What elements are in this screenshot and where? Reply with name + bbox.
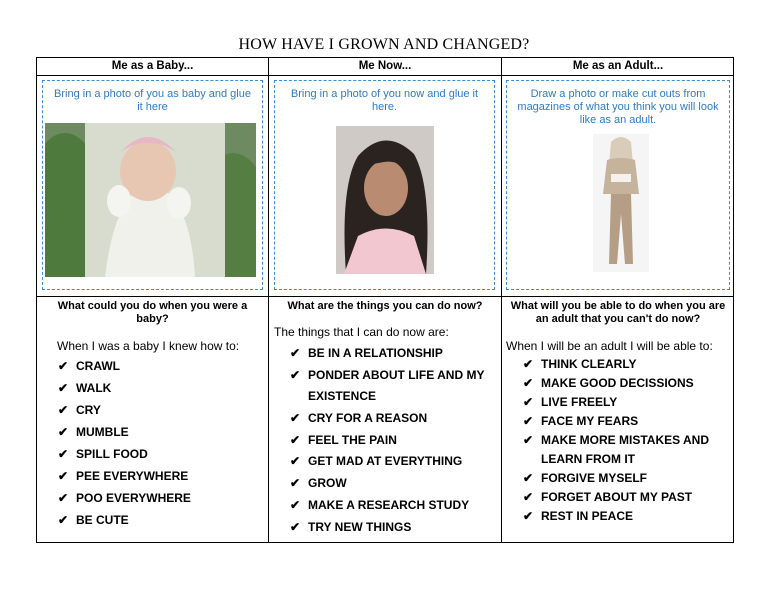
- list-item-text: MUMBLE: [76, 425, 129, 439]
- intro-adult: When I will be an adult I will be able to:: [506, 339, 713, 353]
- checkmark-icon: ✔: [523, 357, 534, 371]
- column-divider: [268, 58, 269, 542]
- list-item-text: CRY FOR A REASON: [308, 411, 428, 426]
- checkmark-icon: ✔: [290, 367, 301, 382]
- list-item-text: MAKE A RESEARCH STUDY: [308, 497, 470, 512]
- checkmark-icon: ✔: [290, 519, 301, 534]
- list-item-text: FORGET ABOUT MY PAST: [541, 490, 693, 504]
- list-item-text: GET MAD AT EVERYTHING: [308, 454, 463, 469]
- checkmark-icon: ✔: [58, 469, 69, 483]
- list-item-text: EXISTENCE: [308, 389, 377, 404]
- question-baby: What could you do when you were a baby?: [57, 300, 248, 325]
- list-item-text: FEEL THE PAIN: [308, 432, 397, 447]
- checkmark-icon: ✔: [523, 395, 534, 409]
- list-item-text: CRAWL: [76, 359, 120, 373]
- column-divider: [501, 58, 502, 542]
- header-baby: Me as a Baby...: [111, 60, 194, 72]
- checkmark-icon: ✔: [523, 471, 534, 485]
- section-divider: [37, 296, 733, 297]
- adult-photo: [593, 134, 649, 272]
- list-item-text: SPILL FOOD: [76, 447, 148, 461]
- page-title: HOW HAVE I GROWN AND CHANGED?: [238, 36, 530, 53]
- photo-box-baby: [42, 80, 263, 290]
- list-item-text: REST IN PEACE: [541, 509, 634, 523]
- checkmark-icon: ✔: [523, 490, 534, 504]
- photo-box-now: [274, 80, 495, 290]
- list-item-text: FORGIVE MYSELF: [541, 471, 648, 485]
- growth-table: [36, 57, 734, 543]
- checkmark-icon: ✔: [290, 346, 301, 360]
- checkmark-icon: ✔: [523, 509, 534, 523]
- instruction-adult: Draw a photo or make cut outs from magazines of what you think you will look like as an adult.: [517, 88, 719, 126]
- checkmark-icon: ✔: [290, 476, 301, 491]
- checkmark-icon: ✔: [290, 411, 301, 426]
- checkmark-icon: ✔: [58, 447, 69, 461]
- checkmark-icon: ✔: [58, 403, 69, 417]
- question-adult: What will you be able to do when you are an adult that you can't do now?: [510, 300, 726, 325]
- intro-baby: When I was a baby I knew how to:: [57, 339, 240, 353]
- list-item-text: GROW: [308, 476, 347, 491]
- list-item-text: BE IN A RELATIONSHIP: [308, 346, 443, 360]
- checkmark-icon: ✔: [523, 414, 534, 428]
- checkmark-icon: ✔: [290, 432, 301, 447]
- header-now: Me Now...: [358, 60, 412, 72]
- list-item-text: POO EVERYWHERE: [76, 491, 191, 505]
- intro-now: The things that I can do now are:: [274, 325, 449, 339]
- list-item-text: WALK: [76, 381, 112, 395]
- checkmark-icon: ✔: [290, 454, 301, 469]
- checkmark-icon: ✔: [523, 433, 534, 447]
- checkmark-icon: ✔: [58, 359, 69, 373]
- list-item-text: FACE MY FEARS: [541, 414, 639, 428]
- list-item-text: TRY NEW THINGS: [308, 519, 412, 534]
- checkmark-icon: ✔: [58, 381, 69, 395]
- list-item-text: LEARN FROM IT: [541, 452, 635, 466]
- instruction-now: Bring in a photo of you now and glue it here.: [290, 88, 479, 113]
- list-item-text: PEE EVERYWHERE: [76, 469, 189, 483]
- list-item-text: MAKE MORE MISTAKES AND: [541, 433, 709, 447]
- list-item-text: BE CUTE: [76, 513, 129, 527]
- checkmark-icon: ✔: [290, 497, 301, 512]
- list-item-text: PONDER ABOUT LIFE AND MY: [308, 367, 485, 382]
- photo-box-adult: [506, 80, 730, 290]
- list-item-text: MAKE GOOD DECISSIONS: [541, 376, 694, 390]
- current-photo: [336, 126, 434, 274]
- header-adult: Me as an Adult...: [572, 60, 664, 72]
- question-now: What are the things you can do now?: [287, 300, 483, 312]
- list-item-text: LIVE FREELY: [541, 395, 618, 409]
- checkmark-icon: ✔: [58, 491, 69, 505]
- instruction-baby: Bring in a photo of you as baby and glue it here: [54, 88, 251, 113]
- checkmark-icon: ✔: [58, 425, 69, 439]
- header-divider: [37, 75, 733, 76]
- list-item-text: CRY: [76, 403, 101, 417]
- list-item-text: THINK CLEARLY: [541, 357, 637, 371]
- checkmark-icon: ✔: [523, 376, 534, 390]
- baby-photo: [45, 123, 256, 277]
- checkmark-icon: ✔: [58, 513, 69, 527]
